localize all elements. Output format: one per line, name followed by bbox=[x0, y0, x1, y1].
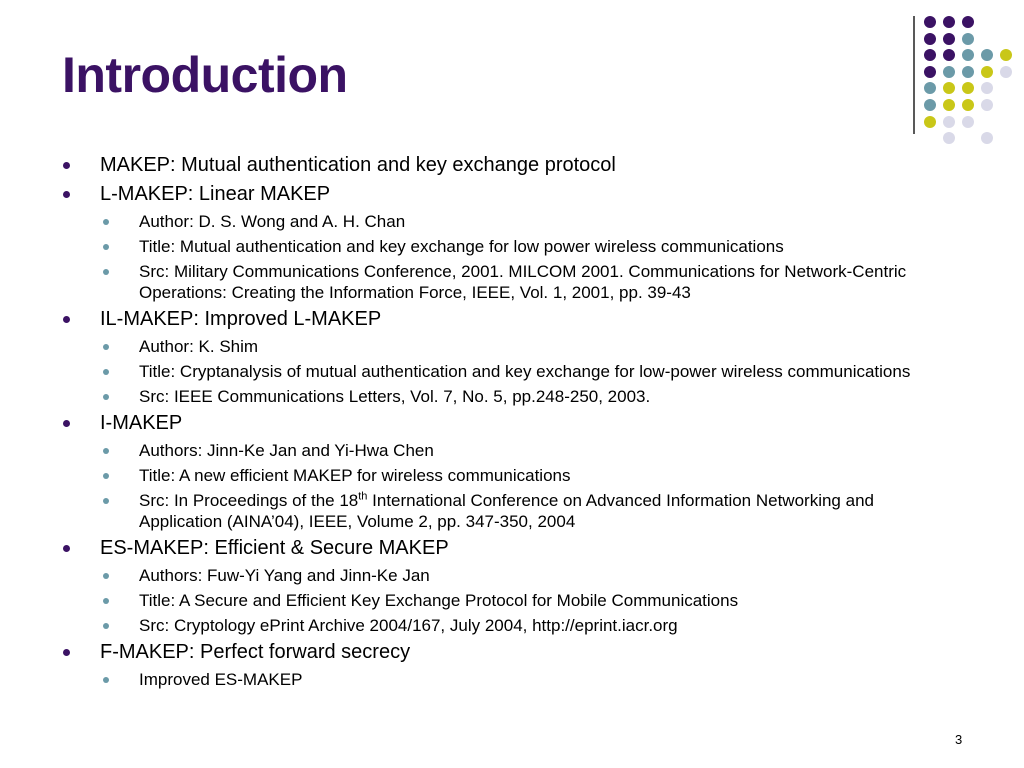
decorative-dot bbox=[943, 99, 955, 111]
bullet-level1-marker bbox=[63, 162, 70, 169]
decorative-dot bbox=[943, 116, 955, 128]
bullet-level1: F-MAKEP: Perfect forward secrecy bbox=[100, 641, 411, 663]
bullet-level2: Title: A Secure and Efficient Key Exchange Protocol for Mobile Communications bbox=[139, 591, 739, 610]
bullet-level2-marker bbox=[103, 394, 109, 400]
decorative-dot bbox=[924, 99, 936, 111]
bullet-text-part: International Conference on Advanced Information Networking and Application (AINA’04), IEEE, Volume 2, pp. 347-350, 2004 bbox=[139, 491, 874, 531]
bullet-level1-marker bbox=[63, 191, 70, 198]
decorative-dot bbox=[924, 116, 936, 128]
bullet-level2-marker bbox=[103, 448, 109, 454]
decorative-dot bbox=[962, 66, 974, 78]
bullet-level2-marker bbox=[103, 573, 109, 579]
bullet-level2: Authors: Fuw-Yi Yang and Jinn-Ke Jan bbox=[139, 566, 430, 585]
decorative-dot bbox=[943, 66, 955, 78]
decorative-dot bbox=[924, 82, 936, 94]
decorative-dot bbox=[981, 132, 993, 144]
bullet-level2: Title: Cryptanalysis of mutual authentication and key exchange for low-power wireless communications bbox=[139, 362, 911, 381]
bullet-level2-marker bbox=[103, 473, 109, 479]
bullet-level2-marker bbox=[103, 498, 109, 504]
bullet-level1-marker bbox=[63, 649, 70, 656]
decorative-dot bbox=[924, 49, 936, 61]
bullet-level1-marker bbox=[63, 545, 70, 552]
decorative-dot bbox=[943, 16, 955, 28]
decorative-dot bbox=[981, 99, 993, 111]
bullet-level2-marker bbox=[103, 598, 109, 604]
bullet-level1: ES-MAKEP: Efficient & Secure MAKEP bbox=[100, 537, 449, 559]
bullet-level1: IL-MAKEP: Improved L-MAKEP bbox=[100, 308, 382, 330]
bullet-level2: Title: A new efficient MAKEP for wireless communications bbox=[139, 466, 571, 485]
bullet-level2: Src: Cryptology ePrint Archive 2004/167, July 2004, http://eprint.iacr.org bbox=[139, 616, 678, 635]
bullet-level1: MAKEP: Mutual authentication and key exchange protocol bbox=[100, 154, 616, 176]
decorative-dot bbox=[962, 16, 974, 28]
decorative-dot bbox=[943, 49, 955, 61]
bullet-level2: Author: K. Shim bbox=[139, 337, 259, 356]
decorative-dot bbox=[943, 132, 955, 144]
decorative-dot bbox=[943, 82, 955, 94]
bullet-level1: L-MAKEP: Linear MAKEP bbox=[100, 183, 331, 205]
bullet-level2 bbox=[139, 490, 959, 532]
decorative-dot bbox=[962, 116, 974, 128]
bullet-text-part: Src: In Proceedings of the 18 bbox=[139, 491, 359, 510]
decorative-dot bbox=[924, 16, 936, 28]
decorative-dot bbox=[924, 66, 936, 78]
bullet-level2-marker bbox=[103, 244, 109, 250]
decorative-dot bbox=[962, 49, 974, 61]
page-number: 3 bbox=[955, 732, 963, 747]
decorative-dot bbox=[1000, 49, 1012, 61]
bullet-level2: Src: Military Communications Conference, 2001. MILCOM 2001. Communications for Network-Centric Operations: Creating the Information Force, IEEE, Vol. 1, 2001, pp. 39-43 bbox=[139, 262, 907, 302]
bullet-level2-marker bbox=[103, 219, 109, 225]
bullet-level2-marker bbox=[103, 269, 109, 275]
bullet-level2-marker bbox=[103, 677, 109, 683]
bullet-level2-marker bbox=[103, 369, 109, 375]
decorative-dot bbox=[981, 82, 993, 94]
decorative-dot bbox=[962, 99, 974, 111]
bullet-level2: Title: Mutual authentication and key exchange for low power wireless communications bbox=[139, 237, 784, 256]
decorative-dot bbox=[962, 33, 974, 45]
bullet-level2-marker bbox=[103, 623, 109, 629]
decorative-dot bbox=[943, 33, 955, 45]
bullet-level2: Authors: Jinn-Ke Jan and Yi-Hwa Chen bbox=[139, 441, 434, 460]
bullet-level2: Improved ES-MAKEP bbox=[139, 670, 303, 689]
decorative-dot bbox=[1000, 66, 1012, 78]
bullet-level1-marker bbox=[63, 316, 70, 323]
decorative-dot bbox=[924, 33, 936, 45]
decorative-dot bbox=[962, 82, 974, 94]
decorative-dot bbox=[981, 49, 993, 61]
bullet-level1: I-MAKEP bbox=[100, 412, 183, 434]
bullet-level2: Src: IEEE Communications Letters, Vol. 7, No. 5, pp.248-250, 2003. bbox=[139, 387, 651, 406]
bullet-level1-marker bbox=[63, 420, 70, 427]
decorative-dot-grid bbox=[0, 0, 1024, 140]
superscript: th bbox=[358, 490, 368, 503]
decorative-dot bbox=[981, 66, 993, 78]
bullet-level2: Author: D. S. Wong and A. H. Chan bbox=[139, 212, 406, 231]
slide-title: Introduction bbox=[62, 47, 348, 103]
bullet-level2-marker bbox=[103, 344, 109, 350]
